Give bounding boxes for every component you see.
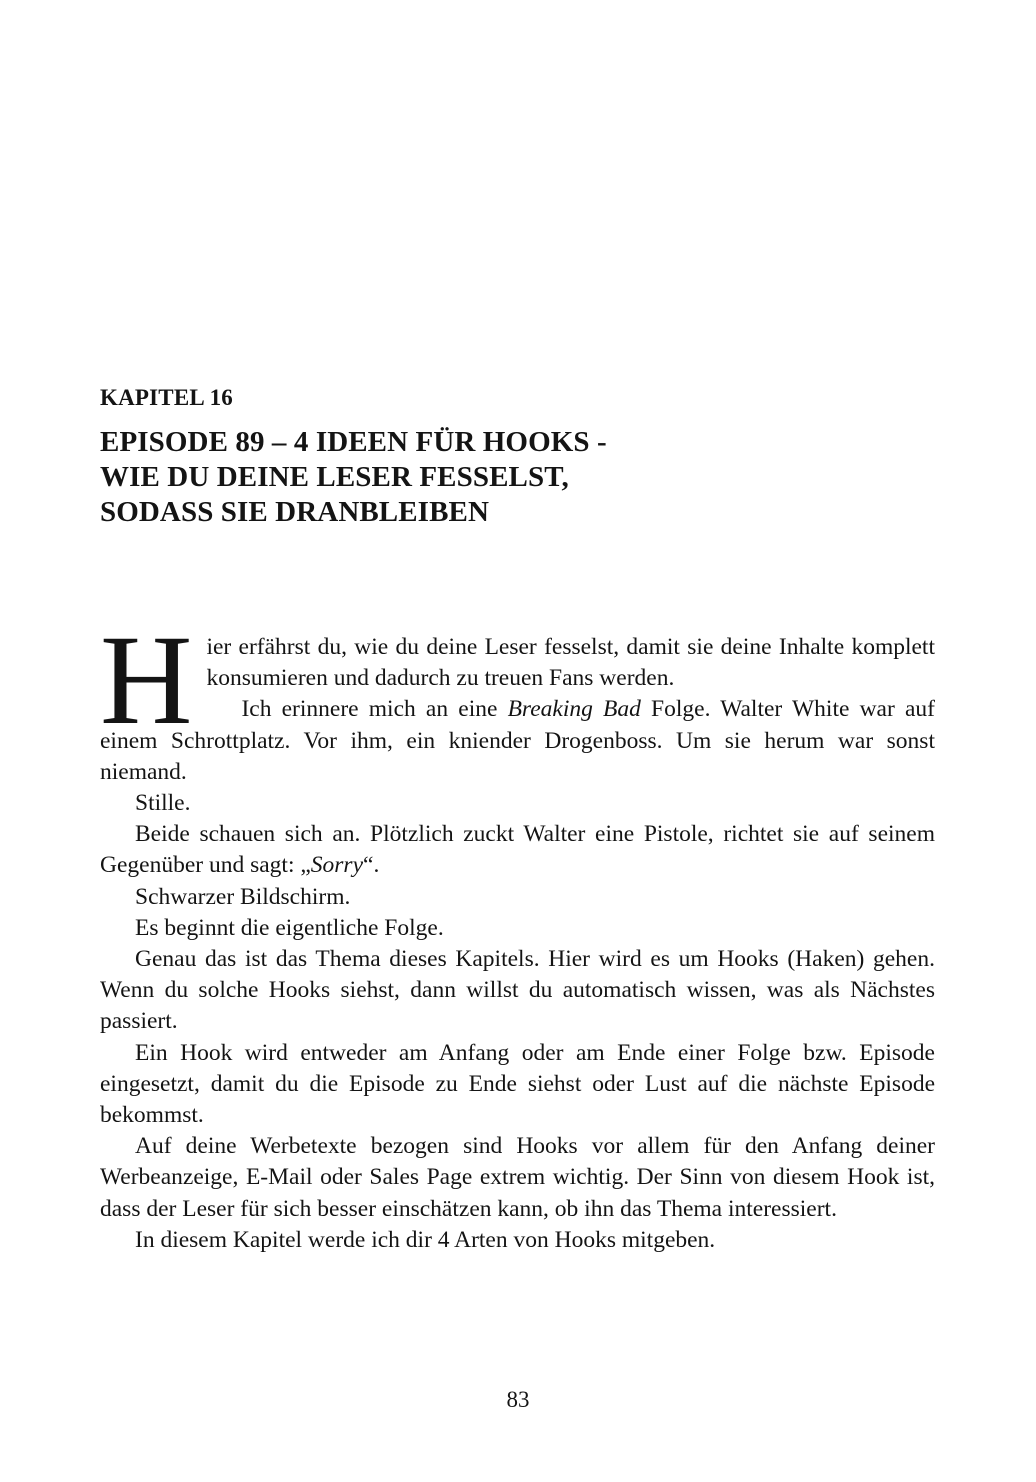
paragraph-pistole-post: “. — [363, 852, 380, 879]
paragraph-folge: Es beginnt die eigentliche Folge. — [135, 914, 444, 941]
intro-first-text: ier erfährst du, wie du deine Leser fesselst, damit sie deine Inhalte komplett konsumieren und dadurch zu treuen Fans werden. — [206, 634, 935, 692]
chapter-title-line-1: EPISODE 89 – 4 IDEEN FÜR HOOKS - — [100, 426, 607, 458]
paragraph-werbetexte: Auf deine Werbetexte bezogen sind Hooks vor allem für den Anfang deiner Werbeanzeige, E-Mail oder Sales Page extrem wichtig. Der Sinn von diesem Hook ist, dass der Leser für sich besser einschätzen kann, ob ihn das Thema interessiert. — [100, 1133, 935, 1222]
paragraph-arten: In diesem Kapitel werde ich dir 4 Arten von Hooks mitgeben. — [135, 1226, 716, 1253]
paragraph-hook-definition: Ein Hook wird entweder am Anfang oder am Ende einer Folge bzw. Episode eingesetzt, damit du die Episode zu Ende siehst oder Lust auf die nächste Episode bekommst. — [100, 1039, 935, 1129]
intro-paragraph — [100, 609, 935, 788]
chapter-label: KAPITEL 16 — [100, 385, 234, 410]
page-number: 83 — [506, 1387, 530, 1412]
intro-second-pre: Ich erinnere mich an eine — [241, 696, 508, 723]
intro-second-post: Folge. Walter White war auf einem Schrottplatz. Vor ihm, ein kniender Drogenboss. Um sie herum war sonst niemand. — [100, 696, 935, 785]
drop-cap: H — [100, 609, 193, 751]
chapter-title-line-2: WIE DU DEINE LESER FESSELST, — [100, 461, 569, 493]
quote-sorry: Sorry — [310, 852, 364, 879]
show-title: Breaking Bad — [507, 696, 641, 723]
paragraph-bildschirm: Schwarzer Bildschirm. — [135, 883, 351, 910]
chapter-title — [100, 425, 800, 530]
paragraph-pistole-pre: Beide schauen sich an. Plötzlich zuckt Walter eine Pistole, richtet sie auf seinem Gegenüber und sagt: „ — [100, 821, 935, 879]
paragraph-stille: Stille. — [135, 790, 191, 817]
chapter-body — [100, 609, 935, 1256]
paragraph-thema: Genau das ist das Thema dieses Kapitels. Hier wird es um Hooks (Haken) gehen. Wenn du solche Hooks siehst, dann willst du automatisch wissen, was als Nächstes passiert. — [100, 946, 935, 1035]
chapter-title-line-3: SODASS SIE DRANBLEIBEN — [100, 496, 489, 528]
paragraph-pistole — [100, 819, 935, 881]
intro-second-text — [100, 694, 935, 788]
